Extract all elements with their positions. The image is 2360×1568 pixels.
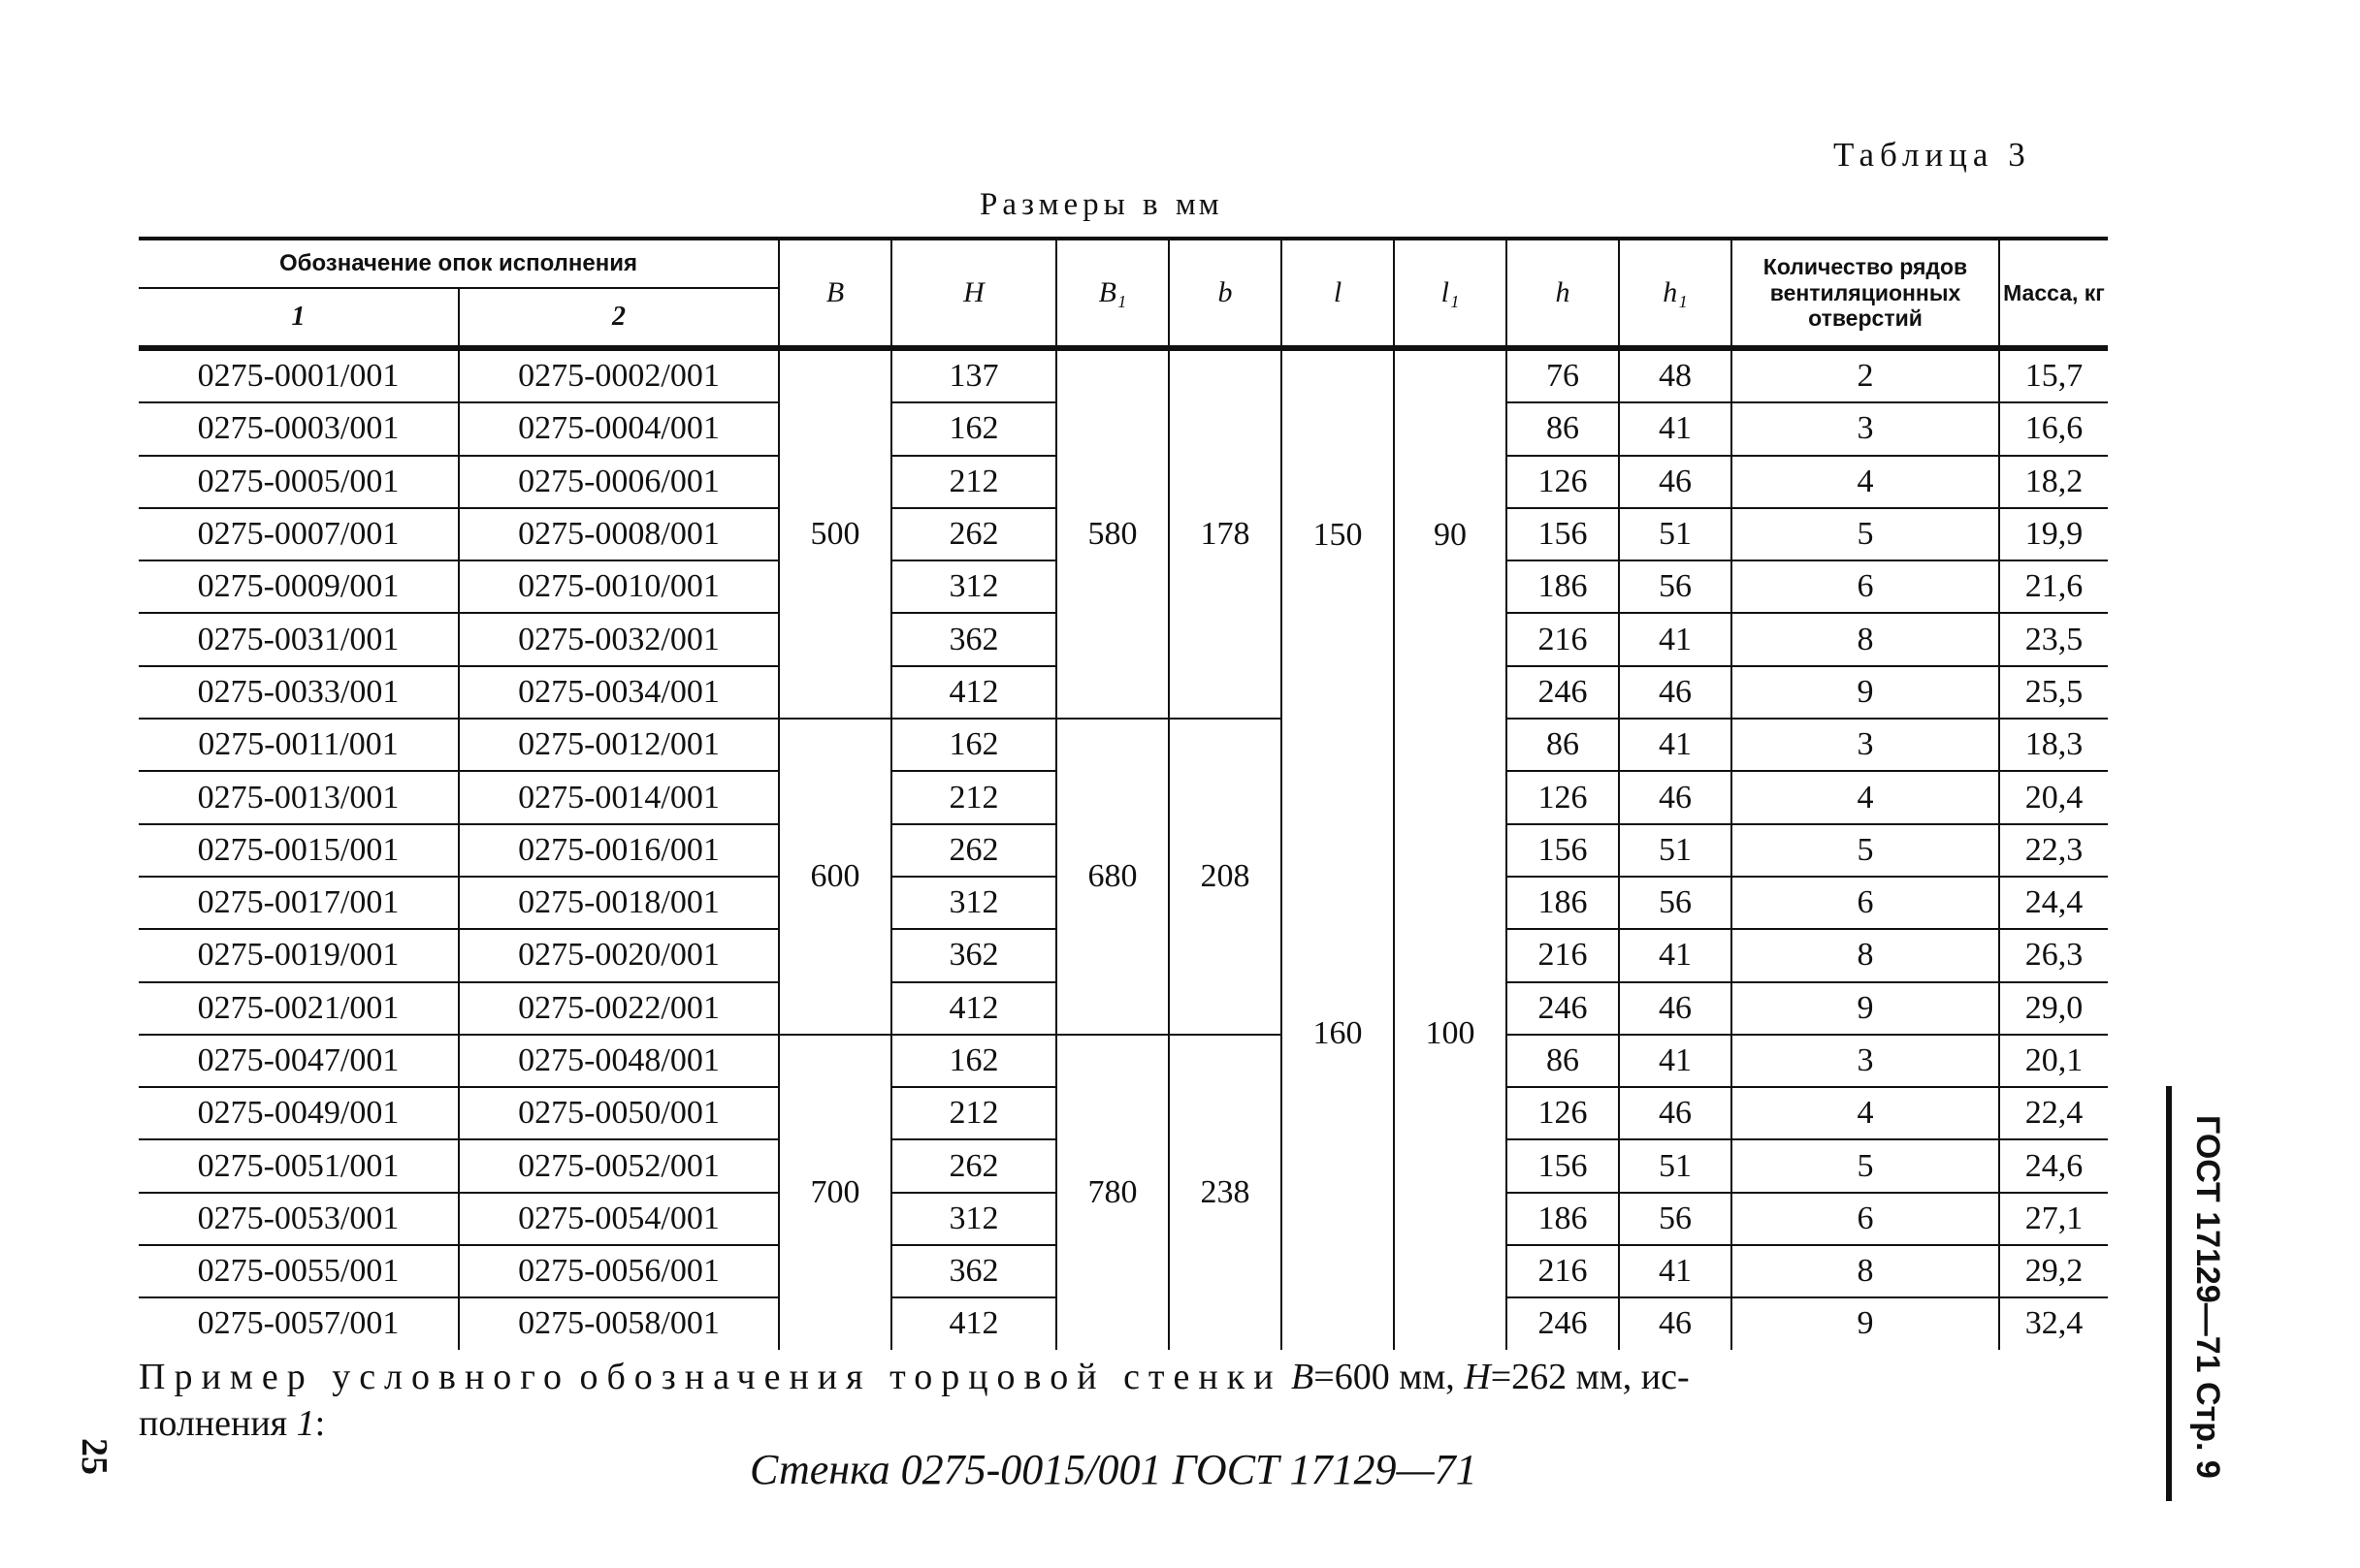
mass-cell: 16,6 (1999, 402, 2108, 455)
example-colon: : (314, 1403, 326, 1444)
rows-count-cell: 8 (1731, 613, 1999, 665)
designation-variant-2-cell: 0275-0008/001 (459, 508, 779, 560)
h-cell: 126 (1506, 1087, 1619, 1139)
designation-group-header: Обозначение опок исполнения (139, 239, 779, 288)
caption-prefix: Размеры в (980, 187, 1163, 222)
designation-variant-1-cell: 0275-0047/001 (139, 1035, 459, 1087)
mass-cell: 22,3 (1999, 824, 2108, 877)
designation-variant-1-cell: 0275-0003/001 (139, 402, 459, 455)
mass-cell: 29,2 (1999, 1245, 2108, 1297)
h1-cell: 46 (1619, 1087, 1731, 1139)
col-header-l1: l₁ (1394, 239, 1506, 348)
H-cell: 412 (891, 982, 1056, 1035)
rows-count-cell: 2 (1731, 348, 1999, 402)
H-cell: 412 (891, 666, 1056, 719)
h1-cell: 51 (1619, 508, 1731, 560)
designation-variant-2-cell: 0275-0004/001 (459, 402, 779, 455)
designation-variant-2-cell: 0275-0020/001 (459, 929, 779, 981)
mass-cell: 25,5 (1999, 666, 2108, 719)
H-cell: 162 (891, 402, 1056, 455)
designation-variant-1-cell: 0275-0049/001 (139, 1087, 459, 1139)
h-cell: 216 (1506, 929, 1619, 981)
l-cell: 150 (1281, 348, 1394, 719)
designation-variant-2-cell: 0275-0050/001 (459, 1087, 779, 1139)
h1-cell: 46 (1619, 982, 1731, 1035)
rows-count-cell: 5 (1731, 824, 1999, 877)
example-H-label: H (1464, 1357, 1491, 1397)
mass-cell: 18,2 (1999, 456, 2108, 508)
mass-cell: 24,6 (1999, 1139, 2108, 1192)
rows-count-cell: 5 (1731, 508, 1999, 560)
h-cell: 126 (1506, 456, 1619, 508)
col-header-B: B (779, 239, 891, 348)
rows-count-cell: 9 (1731, 666, 1999, 719)
rows-count-cell: 8 (1731, 929, 1999, 981)
B1-cell: 580 (1056, 348, 1169, 719)
rows-count-cell: 5 (1731, 1139, 1999, 1192)
designation-variant-2-cell: 0275-0006/001 (459, 456, 779, 508)
h1-cell: 56 (1619, 1193, 1731, 1245)
example-B-value: =600 мм, (1313, 1357, 1455, 1397)
h1-cell: 41 (1619, 1035, 1731, 1087)
h1-cell: 46 (1619, 771, 1731, 823)
table-row (139, 719, 2108, 771)
designation-variant-2-cell: 0275-0032/001 (459, 613, 779, 665)
H-cell: 262 (891, 508, 1056, 560)
rows-count-cell: 6 (1731, 877, 1999, 929)
B-cell: 600 (779, 719, 891, 1035)
example-lead: Пример условного (139, 1357, 570, 1397)
H-cell: 262 (891, 824, 1056, 877)
col-header-b: b (1169, 239, 1281, 348)
l1-cell: 100 (1394, 719, 1506, 1350)
B1-cell: 780 (1056, 1035, 1169, 1350)
designation-variant-2-cell: 0275-0056/001 (459, 1245, 779, 1297)
h1-cell: 41 (1619, 402, 1731, 455)
H-cell: 162 (891, 1035, 1056, 1087)
H-cell: 162 (891, 719, 1056, 771)
h1-cell: 46 (1619, 456, 1731, 508)
rows-count-cell: 4 (1731, 456, 1999, 508)
h-cell: 156 (1506, 508, 1619, 560)
h1-cell: 41 (1619, 613, 1731, 665)
example-line2: полнения (139, 1403, 288, 1444)
mass-cell: 23,5 (1999, 613, 2108, 665)
example-paragraph (139, 1354, 2108, 1447)
b-cell: 208 (1169, 719, 1281, 1035)
col-header-h1: h₁ (1619, 239, 1731, 348)
col-header-variant-1: 1 (139, 288, 459, 348)
h-cell: 246 (1506, 666, 1619, 719)
H-cell: 412 (891, 1297, 1056, 1349)
designation-variant-2-cell: 0275-0014/001 (459, 771, 779, 823)
mass-cell: 32,4 (1999, 1297, 2108, 1349)
rows-count-cell: 3 (1731, 1035, 1999, 1087)
rows-count-cell: 9 (1731, 982, 1999, 1035)
H-cell: 212 (891, 1087, 1056, 1139)
b-cell: 238 (1169, 1035, 1281, 1350)
h-cell: 76 (1506, 348, 1619, 402)
h-cell: 246 (1506, 1297, 1619, 1349)
h1-cell: 48 (1619, 348, 1731, 402)
H-cell: 312 (891, 560, 1056, 613)
col-header-B1: B₁ (1056, 239, 1169, 348)
h1-cell: 46 (1619, 666, 1731, 719)
h-cell: 186 (1506, 560, 1619, 613)
h1-cell: 41 (1619, 1245, 1731, 1297)
h-cell: 126 (1506, 771, 1619, 823)
designation-variant-2-cell: 0275-0058/001 (459, 1297, 779, 1349)
H-cell: 137 (891, 348, 1056, 402)
designation-variant-2-cell: 0275-0048/001 (459, 1035, 779, 1087)
table-row (139, 1035, 2108, 1087)
H-cell: 212 (891, 771, 1056, 823)
h1-cell: 41 (1619, 929, 1731, 981)
h-cell: 86 (1506, 719, 1619, 771)
example-H-value: =262 мм, ис- (1490, 1357, 1690, 1397)
mass-cell: 29,0 (1999, 982, 2108, 1035)
designation-variant-1-cell: 0275-0021/001 (139, 982, 459, 1035)
rows-count-cell: 4 (1731, 771, 1999, 823)
designation-variant-1-cell: 0275-0017/001 (139, 877, 459, 929)
H-cell: 362 (891, 1245, 1056, 1297)
rows-count-cell: 3 (1731, 719, 1999, 771)
col-header-h: h (1506, 239, 1619, 348)
h-cell: 216 (1506, 1245, 1619, 1297)
H-cell: 362 (891, 613, 1056, 665)
h-cell: 86 (1506, 402, 1619, 455)
designation-variant-2-cell: 0275-0054/001 (459, 1193, 779, 1245)
h-cell: 216 (1506, 613, 1619, 665)
designation-variant-2-cell: 0275-0002/001 (459, 348, 779, 402)
table-body (139, 348, 2108, 1350)
designation-variant-1-cell: 0275-0057/001 (139, 1297, 459, 1349)
example-variant: 1 (296, 1403, 315, 1444)
designation-variant-1-cell: 0275-0011/001 (139, 719, 459, 771)
designation-variant-2-cell: 0275-0010/001 (459, 560, 779, 613)
designation-variant-1-cell: 0275-0033/001 (139, 666, 459, 719)
H-cell: 312 (891, 1193, 1056, 1245)
table-title: Таблица 3 (1833, 136, 2031, 174)
designation-variant-2-cell: 0275-0022/001 (459, 982, 779, 1035)
l1-cell: 90 (1394, 348, 1506, 719)
rows-count-cell: 4 (1731, 1087, 1999, 1139)
page-number: 25 (74, 1438, 114, 1475)
designation-variant-1-cell: 0275-0005/001 (139, 456, 459, 508)
designation-variant-1-cell: 0275-0051/001 (139, 1139, 459, 1192)
h1-cell: 51 (1619, 824, 1731, 877)
table-row (139, 348, 2108, 402)
rows-count-cell: 9 (1731, 1297, 1999, 1349)
designation-variant-1-cell: 0275-0013/001 (139, 771, 459, 823)
col-header-H: H (891, 239, 1056, 348)
dimensions-table (139, 237, 2108, 1350)
designation-variant-1-cell: 0275-0019/001 (139, 929, 459, 981)
mass-cell: 21,6 (1999, 560, 2108, 613)
designation-variant-1-cell: 0275-0055/001 (139, 1245, 459, 1297)
h1-cell: 41 (1619, 719, 1731, 771)
designation-variant-2-cell: 0275-0052/001 (459, 1139, 779, 1192)
h-cell: 156 (1506, 1139, 1619, 1192)
H-cell: 312 (891, 877, 1056, 929)
designation-variant-1-cell: 0275-0009/001 (139, 560, 459, 613)
h1-cell: 56 (1619, 877, 1731, 929)
designation-variant-1-cell: 0275-0053/001 (139, 1193, 459, 1245)
example-text: обозначения торцовой стенки (579, 1357, 1282, 1397)
example-B-label: B (1291, 1357, 1314, 1397)
mass-cell: 27,1 (1999, 1193, 2108, 1245)
designation-variant-1-cell: 0275-0015/001 (139, 824, 459, 877)
rows-count-cell: 6 (1731, 560, 1999, 613)
h-cell: 186 (1506, 1193, 1619, 1245)
B-cell: 500 (779, 348, 891, 719)
h-cell: 186 (1506, 877, 1619, 929)
mass-cell: 18,3 (1999, 719, 2108, 771)
h1-cell: 56 (1619, 560, 1731, 613)
designation-variant-1-cell: 0275-0007/001 (139, 508, 459, 560)
l-cell: 160 (1281, 719, 1394, 1350)
h-cell: 86 (1506, 1035, 1619, 1087)
h1-cell: 46 (1619, 1297, 1731, 1349)
side-header: ГОСТ 17129—71 Стр. 9 (2189, 1115, 2226, 1479)
designation-variant-2-cell: 0275-0012/001 (459, 719, 779, 771)
mass-cell: 24,4 (1999, 877, 2108, 929)
designation-variant-2-cell: 0275-0034/001 (459, 666, 779, 719)
H-cell: 262 (891, 1139, 1056, 1192)
h1-cell: 51 (1619, 1139, 1731, 1192)
rows-count-cell: 3 (1731, 402, 1999, 455)
designation-variant-2-cell: 0275-0018/001 (459, 877, 779, 929)
mass-cell: 15,7 (1999, 348, 2108, 402)
rows-count-cell: 6 (1731, 1193, 1999, 1245)
col-header-variant-2: 2 (459, 288, 779, 348)
B1-cell: 680 (1056, 719, 1169, 1035)
h-cell: 156 (1506, 824, 1619, 877)
rows-count-cell: 8 (1731, 1245, 1999, 1297)
b-cell: 178 (1169, 348, 1281, 719)
side-rule (2166, 1086, 2172, 1501)
table-caption (980, 187, 1222, 223)
col-header-rows-count: Количество рядов вентиляционных отверстий (1731, 239, 1999, 348)
H-cell: 212 (891, 456, 1056, 508)
designation-variant-1-cell: 0275-0001/001 (139, 348, 459, 402)
mass-cell: 26,3 (1999, 929, 2108, 981)
designation-example: Стенка 0275-0015/001 ГОСТ 17129—71 (750, 1446, 1477, 1493)
h-cell: 246 (1506, 982, 1619, 1035)
col-header-mass: Масса, кг (1999, 239, 2108, 348)
mass-cell: 22,4 (1999, 1087, 2108, 1139)
H-cell: 362 (891, 929, 1056, 981)
col-header-l: l (1281, 239, 1394, 348)
designation-variant-1-cell: 0275-0031/001 (139, 613, 459, 665)
mass-cell: 19,9 (1999, 508, 2108, 560)
caption-unit: мм (1175, 187, 1222, 222)
mass-cell: 20,4 (1999, 771, 2108, 823)
designation-variant-2-cell: 0275-0016/001 (459, 824, 779, 877)
B-cell: 700 (779, 1035, 891, 1350)
mass-cell: 20,1 (1999, 1035, 2108, 1087)
